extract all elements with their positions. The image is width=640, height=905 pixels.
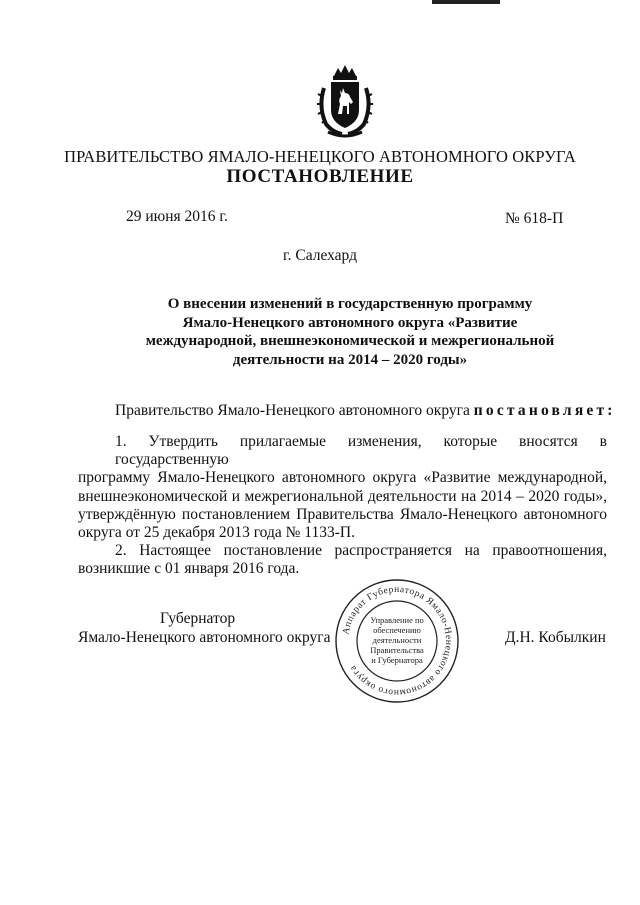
document-city: г. Салехард: [283, 247, 357, 264]
stamp-ring-text: Аппарат Губернатора Ямало-Ненецкого автономного округа: [341, 584, 454, 698]
subject-line: Ямало-Ненецкого автономного округа «Развитие: [182, 314, 518, 331]
document-subject: [140, 295, 560, 369]
subject-line: деятельности на 2014 – 2020 годы»: [232, 351, 468, 368]
stamp-inner-line: обеспечению: [373, 625, 421, 635]
signatory-name: Д.Н. Кобылкин: [505, 629, 606, 646]
decree-body: [78, 433, 607, 579]
signatory-title: Губернатор: [160, 610, 236, 627]
paragraph-line: 2. Настоящее постановление распространяется на правоотношения,: [115, 542, 607, 560]
paragraph-line: возникшие с 01 января 2016 года.: [78, 560, 300, 578]
stamp-inner-line: Управление по: [370, 615, 424, 625]
subject-line: О внесении изменений в государственную программу: [167, 296, 533, 312]
scan-edge-mark: [432, 0, 500, 4]
decree-keyword: постановляет:: [473, 402, 616, 419]
document-type: ПОСТАНОВЛЕНИЕ: [226, 166, 414, 187]
paragraph-1: [78, 433, 607, 542]
paragraph-line: утверждённую постановлением Правительства Ямало-Ненецкого автономного: [78, 505, 607, 523]
stamp-inner-line: Правительства: [370, 645, 424, 655]
intro-text: Правительство Ямало-Ненецкого автономного округа: [115, 402, 470, 419]
document-date: 29 июня 2016 г.: [126, 208, 228, 225]
document-number: № 618-П: [505, 210, 564, 227]
stamp-inner-line: и Губернатора: [371, 655, 423, 665]
stamp-inner-line: деятельности: [372, 635, 422, 645]
signatory-org: Ямало-Ненецкого автономного округа: [78, 629, 331, 646]
government-title: ПРАВИТЕЛЬСТВО ЯМАЛО-НЕНЕЦКОГО АВТОНОМНОГО ОКРУГА: [64, 147, 576, 166]
official-stamp: [334, 578, 460, 704]
paragraph-line: программу Ямало-Ненецкого автономного округа «Развитие международной,: [78, 469, 607, 487]
decree-intro: [115, 402, 615, 420]
paragraph-line: округа от 25 декабря 2013 года № 1133-П.: [78, 524, 355, 542]
subject-line: международной, внешнеэкономической и межрегиональной: [145, 333, 555, 349]
paragraph-line: 1. Утвердить прилагаемые изменения, которые вносятся в государственную: [115, 433, 607, 469]
coat-of-arms-icon: [316, 62, 374, 138]
paragraph-line: внешнеэкономической и межрегиональной деятельности на 2014 – 2020 годы»,: [78, 487, 607, 505]
paragraph-2: [78, 542, 607, 578]
